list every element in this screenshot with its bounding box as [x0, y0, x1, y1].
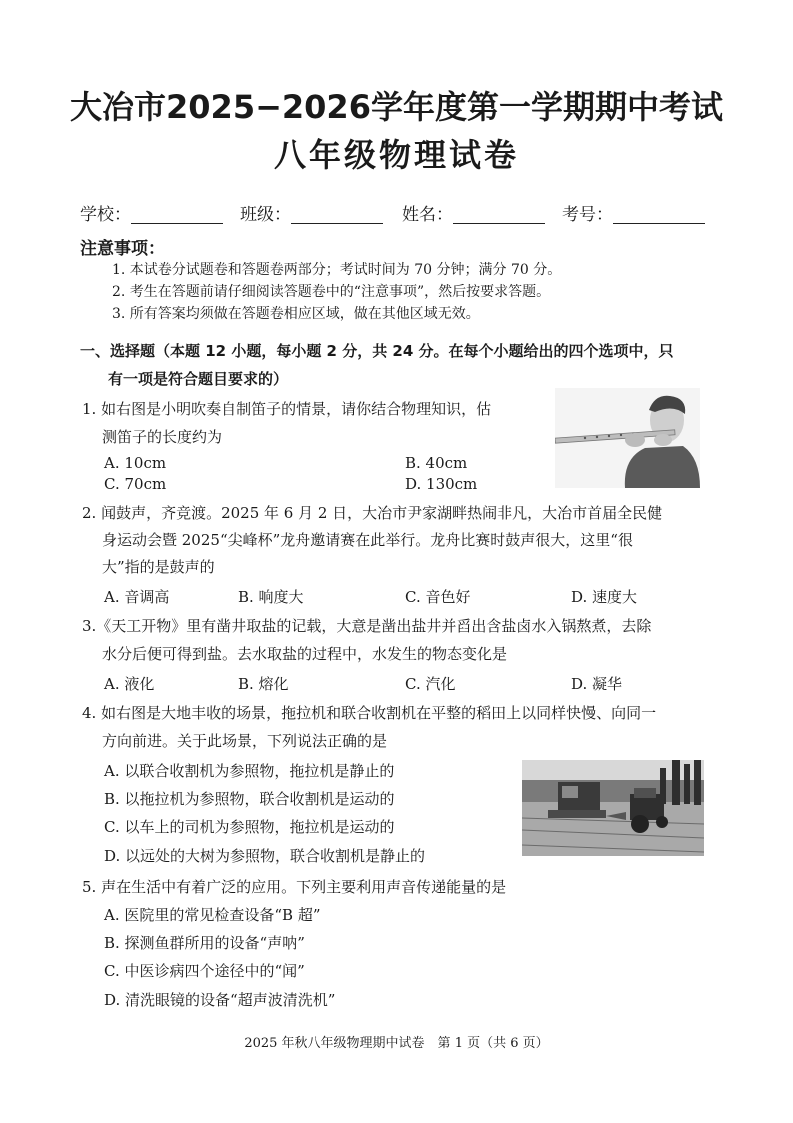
q5-option-d: D. 清洗眼镜的设备“超声波清洗机” — [104, 991, 336, 1009]
exam-number-label: 考号： — [562, 205, 613, 225]
notes-heading: 注意事项： — [80, 239, 165, 259]
harvest-field-image — [522, 760, 704, 856]
class-field — [240, 200, 383, 225]
q3-text: 水分后便可得到盐。去水取盐的过程中，水发生的物态变化是 — [102, 645, 508, 663]
student-info-fields — [80, 200, 720, 226]
q2-option-c: C. 音色好 — [405, 588, 471, 606]
q4-option-c: C. 以车上的司机为参照物，拖拉机是运动的 — [104, 818, 395, 836]
q4-text: 4. 如右图是大地丰收的场景，拖拉机和联合收割机在平整的稻田上以同样快慢、向同一 — [82, 704, 657, 722]
q2-option-b: B. 响度大 — [238, 588, 304, 606]
q1-option-b: B. 40cm — [405, 454, 468, 472]
q3-option-c: C. 汽化 — [405, 675, 456, 693]
q5-option-b: B. 探测鱼群所用的设备“声呐” — [104, 934, 305, 952]
q5-text: 5. 声在生活中有着广泛的应用。下列主要利用声音传递能量的是 — [82, 878, 507, 896]
exam-number-field — [562, 200, 705, 225]
section-heading-cont: 有一项是符合题目要求的） — [108, 370, 289, 388]
q1-option-a: A. 10cm — [104, 454, 167, 472]
q2-text: 身运动会暨 2025“尖峰杯”龙舟邀请赛在此举行。龙舟比赛时鼓声很大，这里“很 — [102, 531, 633, 549]
q1-text: 1. 如右图是小明吹奏自制笛子的情景，请你结合物理知识，估 — [82, 400, 492, 418]
class-blank[interactable] — [291, 205, 383, 224]
q3-option-a: A. 液化 — [104, 675, 155, 693]
note-item: 3. 所有答案均须做在答题卷相应区域，做在其他区域无效。 — [112, 306, 480, 322]
page-footer: 2025 年秋八年级物理期中试卷 第 1 页（共 6 页） — [244, 1036, 549, 1051]
q2-text: 2. 闻鼓声，齐竞渡。2025 年 6 月 2 日，大冶市尹家湖畔热闹非凡，大冶市首届全民健 — [82, 504, 663, 522]
school-label: 学校： — [80, 205, 131, 225]
name-blank[interactable] — [453, 205, 545, 224]
q4-option-a: A. 以联合收割机为参照物，拖拉机是静止的 — [104, 762, 395, 780]
q4-option-d: D. 以远处的大树为参照物，联合收割机是静止的 — [104, 847, 426, 865]
q2-option-a: A. 音调高 — [104, 588, 170, 606]
note-item: 1. 本试卷分试题卷和答题卷两部分；考试时间为 70 分钟；满分 70 分。 — [112, 262, 562, 278]
class-label: 班级： — [240, 205, 291, 225]
exam-title: 大冶市2025−2026学年度第一学期期中考试 — [70, 88, 723, 126]
flute-player-image — [555, 388, 700, 488]
q1-option-d: D. 130cm — [405, 475, 478, 493]
q4-text: 方向前进。关于此场景，下列说法正确的是 — [102, 732, 388, 750]
school-field — [80, 200, 223, 225]
section-heading: 一、选择题（本题 12 小题，每小题 2 分，共 24 分。在每个小题给出的四个选项中，只 — [80, 342, 674, 360]
q5-option-c: C. 中医诊病四个途径中的“闻” — [104, 962, 305, 980]
q3-option-b: B. 熔化 — [238, 675, 289, 693]
q3-option-d: D. 凝华 — [571, 675, 623, 693]
exam-number-blank[interactable] — [613, 205, 705, 224]
q4-option-b: B. 以拖拉机为参照物，联合收割机是运动的 — [104, 790, 395, 808]
q2-option-d: D. 速度大 — [571, 588, 638, 606]
name-label: 姓名： — [402, 205, 453, 225]
name-field — [402, 200, 545, 225]
q1-text: 测笛子的长度约为 — [102, 428, 223, 446]
q3-text: 3.《天工开物》里有凿井取盐的记载，大意是凿出盐井并舀出含盐卤水入锅熬煮，去除 — [82, 617, 652, 635]
q2-text: 大”指的是鼓声的 — [102, 558, 215, 576]
note-item: 2. 考生在答题前请仔细阅读答题卷中的“注意事项”，然后按要求答题。 — [112, 284, 551, 300]
q1-option-c: C. 70cm — [104, 475, 167, 493]
q5-option-a: A. 医院里的常见检查设备“B 超” — [104, 906, 321, 924]
exam-subtitle: 八年级物理试卷 — [273, 136, 519, 174]
school-blank[interactable] — [131, 205, 223, 224]
